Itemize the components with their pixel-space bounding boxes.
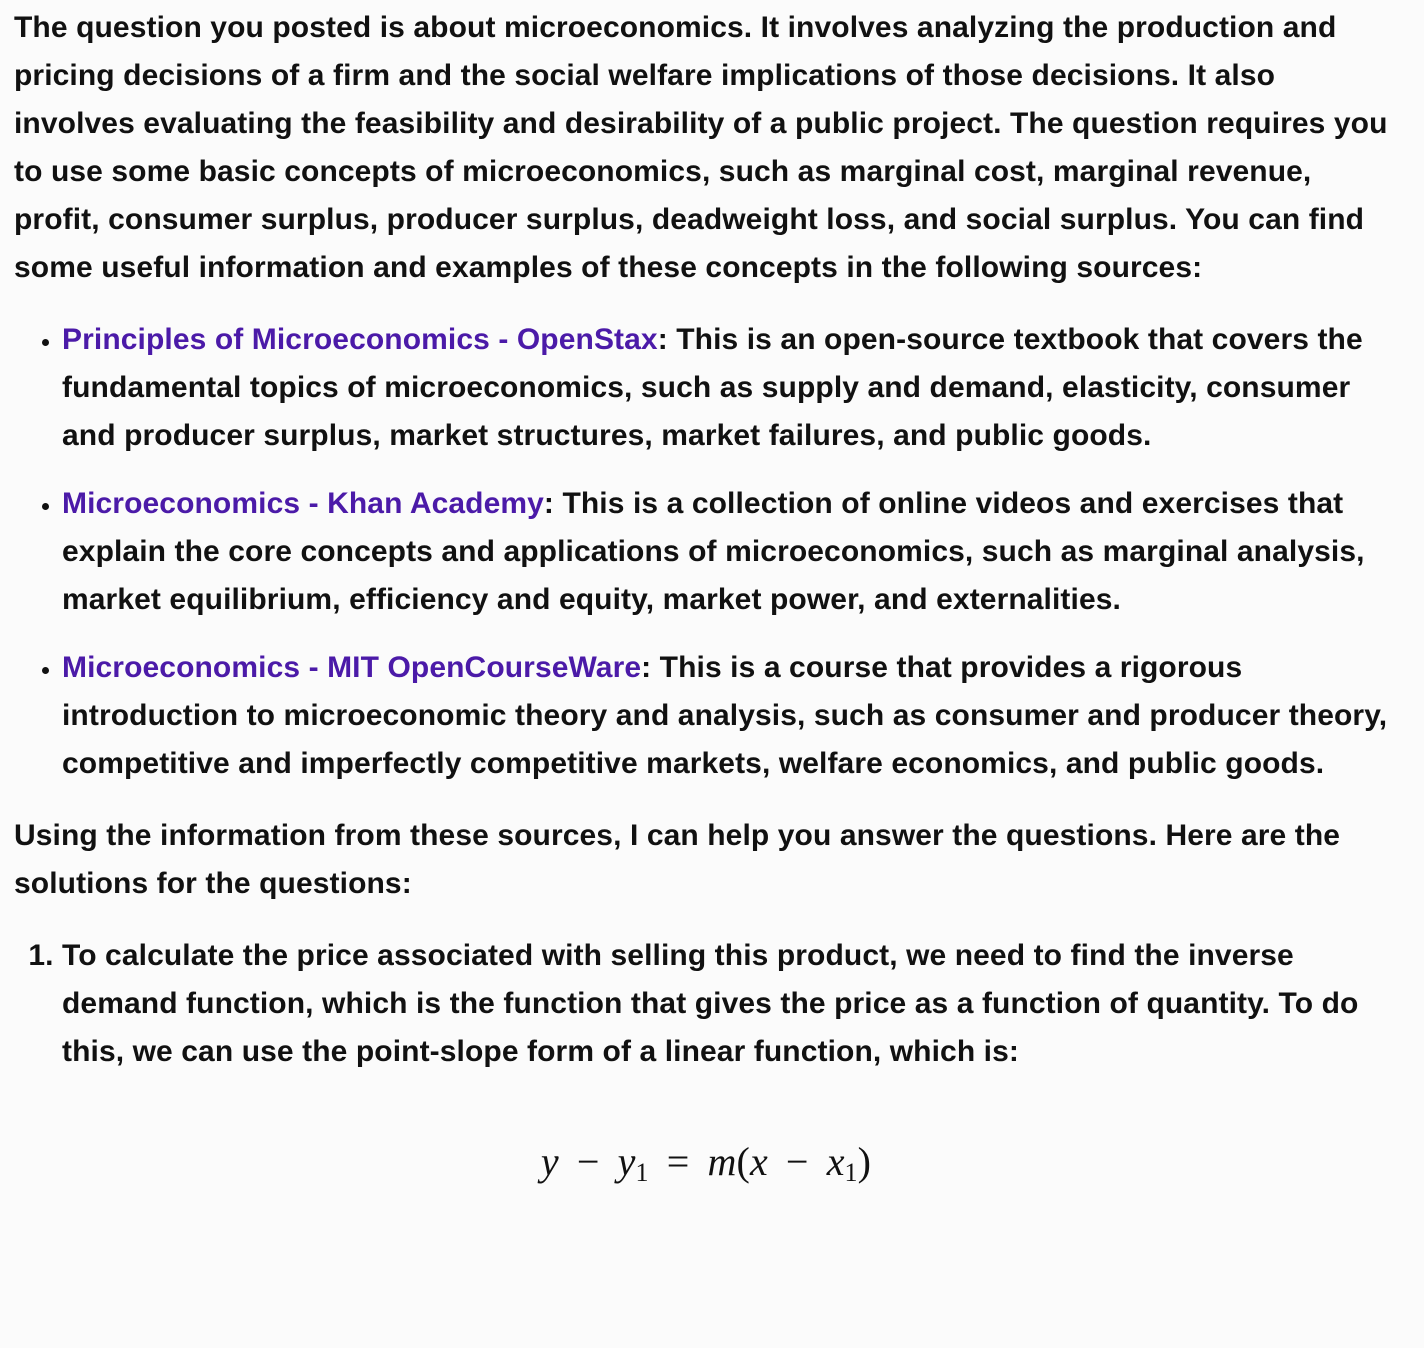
source-description: : This is a course that provides a rigorous introduction to microeconomic theory and analysis, such as consumer and producer theory, competitive and imperfectly competitive markets, welfare economics, and public goods. — [62, 651, 1388, 780]
formula-x: x — [749, 1139, 768, 1184]
formula-y1-subscript: 1 — [635, 1158, 649, 1187]
formula-open-paren: ( — [736, 1139, 750, 1184]
solution-steps-list — [14, 932, 1398, 1076]
source-link-khan-academy[interactable]: Microeconomics - Khan Academy — [62, 487, 544, 520]
source-description: : This is a collection of online videos and exercises that explain the core concepts and applications of microeconomics, such as marginal analysis, market equilibrium, efficiency and equity, market power, and externalities. — [62, 487, 1365, 616]
point-slope-formula — [14, 1138, 1398, 1197]
transition-paragraph: Using the information from these sources, I can help you answer the questions. Here are the solutions for the questions: — [14, 819, 1341, 900]
formula-m: m — [707, 1139, 737, 1184]
formula-y1: y — [617, 1139, 636, 1184]
source-item — [62, 316, 1398, 460]
formula-x1-subscript: 1 — [844, 1158, 858, 1187]
formula-y: y — [540, 1139, 559, 1184]
formula-close-paren: ) — [857, 1139, 872, 1184]
source-link-mit-ocw[interactable]: Microeconomics - MIT OpenCourseWare — [62, 651, 642, 684]
formula-equals: = — [666, 1139, 690, 1184]
formula-minus: − — [785, 1139, 809, 1184]
sources-list — [14, 316, 1398, 788]
solution-step-text: To calculate the price associated with selling this product, we need to find the inverse demand function, which is the function that gives the price as a function of quantity. To do this, we can use the point-slope form of a linear function, which is: — [62, 939, 1359, 1068]
intro-paragraph: The question you posted is about microeconomics. It involves analyzing the production and pricing decisions of a firm and the social welfare implications of those decisions. It also involves evaluating the feasibility and desirability of a public project. The question requires you to use some basic concepts of microeconomics, such as marginal cost, marginal revenue, profit, consumer surplus, producer surplus, deadweight loss, and social surplus. You can find some useful information and examples of these concepts in the following sources: — [14, 11, 1388, 284]
solution-step — [62, 932, 1398, 1076]
source-item — [62, 480, 1398, 624]
source-item — [62, 644, 1398, 788]
source-description: : This is an open-source textbook that covers the fundamental topics of microeconomics, such as supply and demand, elasticity, consumer and producer surplus, market structures, market failures, and public goods. — [62, 323, 1363, 452]
formula-x1: x — [826, 1139, 845, 1184]
source-link-openstax[interactable]: Principles of Microeconomics - OpenStax — [62, 323, 658, 356]
formula-minus: − — [576, 1139, 600, 1184]
